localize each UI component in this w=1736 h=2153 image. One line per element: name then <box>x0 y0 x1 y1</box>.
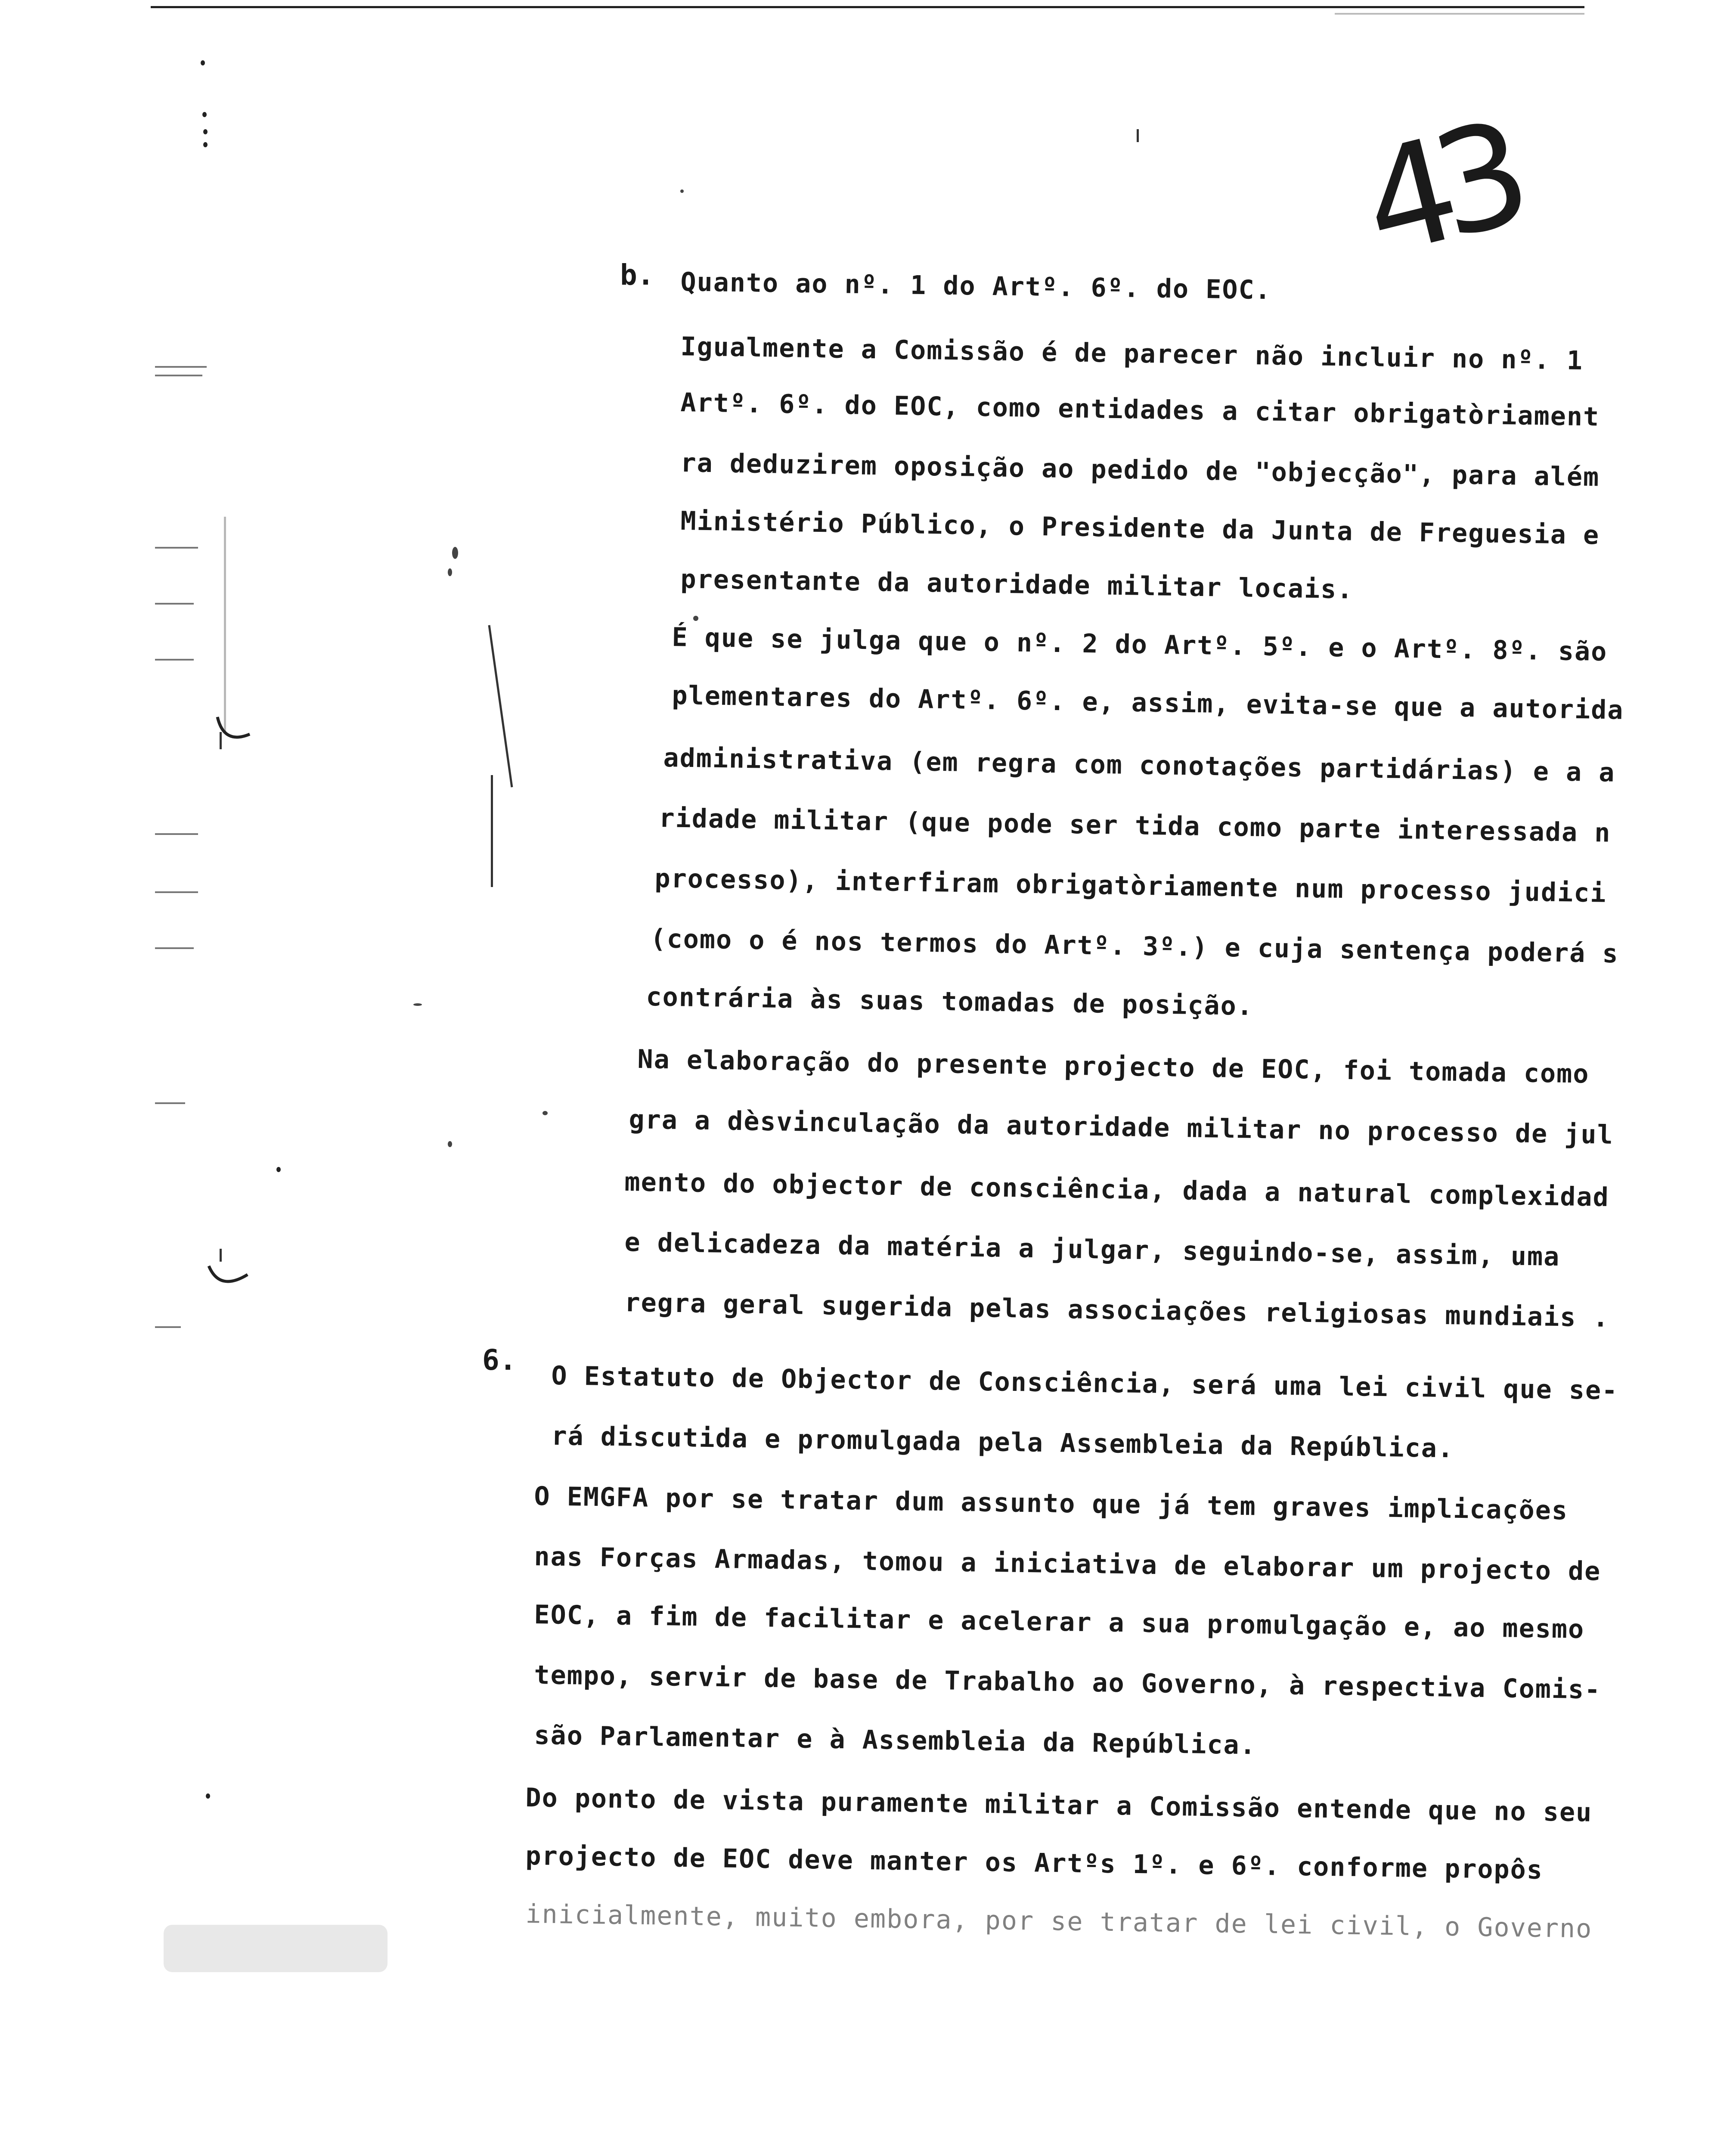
scan-noise <box>693 616 698 621</box>
scan-noise <box>155 547 198 549</box>
punch-mark <box>276 1167 281 1172</box>
text-line: contrária às suas tomadas de posição. <box>646 982 1254 1022</box>
section-6-marker: 6. <box>482 1343 517 1377</box>
text-line: gra a dèsvinculação da autoridade militar no processo de jul <box>629 1104 1614 1150</box>
text-line: são Parlamentar e à Assembleia da República. <box>534 1720 1257 1761</box>
text-line: Na elaboração do presente projecto de EOC, foi tomada como <box>637 1044 1590 1089</box>
text-line: tempo, servir de base de Trabalho ao Governo, à respectiva Comis- <box>534 1660 1601 1705</box>
text-line: Artº. 6º. do EOC, como entidades a citar obrigatòriament <box>680 388 1600 432</box>
text-line: nas Forças Armadas, tomou a iniciativa de elaborar um projecto de <box>534 1542 1601 1587</box>
text-line: Igualmente a Comissão é de parecer não incluir no nº. 1 <box>680 332 1584 376</box>
scan-noise <box>155 366 207 368</box>
scan-noise <box>452 547 458 559</box>
text-line: O Estatuto de Objector de Consciência, será uma lei civil que se- <box>551 1361 1618 1406</box>
scan-noise <box>448 1141 452 1147</box>
text-line: EOC, a fim de facilitar e acelerar a sua promulgação e, ao mesmo <box>534 1600 1585 1645</box>
text-line: projecto de EOC deve manter os Artºs 1º. e 6º. conforme propôs <box>525 1841 1544 1886</box>
margin-bracket-mark <box>215 715 254 749</box>
handwritten-page-number: 43 <box>1347 92 1529 289</box>
section-b-heading: Quanto ao nº. 1 do Artº. 6º. do EOC. <box>680 267 1272 306</box>
text-line: É que se julga que o nº. 2 do Artº. 5º. e o Artº. 8º. são <box>672 622 1608 667</box>
scan-noise <box>155 891 198 893</box>
scan-noise <box>155 947 194 949</box>
scan-noise <box>155 659 194 661</box>
scan-noise <box>680 189 684 193</box>
text-line: ridade militar (que pode ser tida como parte interessada n <box>659 803 1611 848</box>
text-line: ra deduzirem oposição ao pedido de "objecção", para além <box>680 448 1600 493</box>
scan-noise <box>155 603 194 605</box>
text-line: Ministério Público, o Presidente da Junta de Freguesia e <box>680 506 1600 551</box>
text-line: e delicadeza da matéria a julgar, seguindo-se, assim, uma <box>624 1227 1560 1272</box>
text-line: (como o é nos termos do Artº. 3º.) e cuja sentença poderá s <box>650 924 1619 969</box>
text-line: regra geral sugerida pelas associações religiosas mundiais . <box>624 1287 1610 1333</box>
text-line: administrativa (em regra com conotações partidárias) e a a <box>663 743 1615 788</box>
text-line: processo), interfiram obrigatòriamente num processo judici <box>654 863 1607 909</box>
margin-mark <box>220 1249 222 1262</box>
text-line: presentante da autoridade militar locais. <box>680 564 1354 605</box>
margin-bracket-mark <box>207 1262 254 1296</box>
scan-noise <box>413 1003 422 1006</box>
margin-mark <box>488 625 513 788</box>
punch-mark <box>203 142 208 147</box>
section-b-marker: b. <box>620 258 654 292</box>
scan-noise <box>155 375 202 376</box>
margin-mark <box>491 775 493 887</box>
punch-mark <box>201 60 205 65</box>
punch-mark <box>203 129 208 134</box>
scan-smudge <box>164 1925 388 1972</box>
top-border-line <box>151 6 1584 8</box>
scan-noise <box>155 1326 181 1328</box>
punch-mark <box>202 112 207 117</box>
text-line: inicialmente, muito embora, por se tratar de lei civil, o Governo <box>525 1899 1593 1944</box>
text-line: rá discutida e promulgada pela Assembleia da República. <box>551 1421 1454 1464</box>
margin-mark <box>224 517 226 732</box>
punch-mark <box>206 1793 210 1799</box>
scan-noise <box>448 568 452 576</box>
scan-noise <box>155 833 198 835</box>
text-line: mento do objector de consciência, dada a natural complexidad <box>624 1167 1610 1213</box>
text-line: O EMGFA por se tratar dum assunto que já tem graves implicações <box>534 1481 1569 1526</box>
scan-noise <box>155 1102 185 1104</box>
margin-mark <box>1137 129 1139 142</box>
scan-noise <box>1335 13 1584 15</box>
scan-noise <box>542 1111 548 1115</box>
text-line: plementares do Artº. 6º. e, assim, evita-se que a autorida <box>672 680 1624 726</box>
text-line: Do ponto de vista puramente militar a Comissão entende que no seu <box>525 1783 1593 1828</box>
